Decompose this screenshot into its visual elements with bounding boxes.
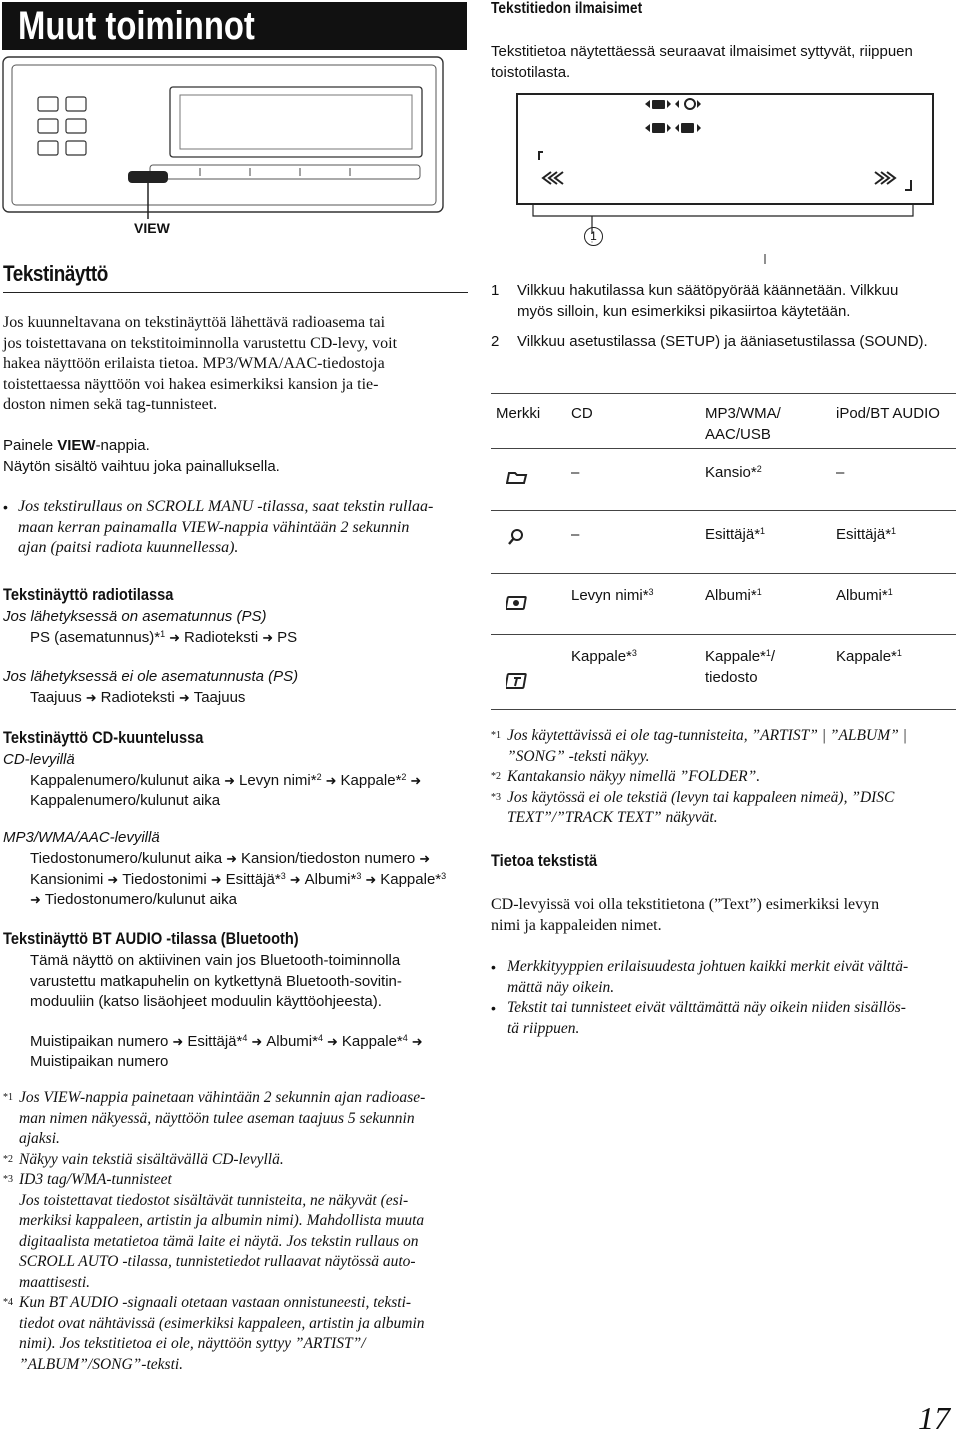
cell-sup: 1: [765, 648, 771, 658]
footnote-mark: *4: [3, 1297, 13, 1308]
cell-sup: 1: [760, 526, 766, 536]
row4-ipod: [836, 647, 902, 668]
cell-text: Albumi*: [836, 587, 888, 604]
seq-item: Muistipaikan numero: [30, 1033, 169, 1050]
indicator-note: [491, 332, 956, 353]
footnote-line: maattisesti.: [19, 1273, 91, 1291]
seq-item: Radioteksti: [184, 629, 259, 646]
cell-text: Albumi*: [705, 587, 757, 604]
arrow-icon: ➜: [30, 892, 41, 907]
para-line: jos toistettavana on tekstitoiminnolla varustettu CD-levy, voit: [3, 334, 398, 352]
knob-buttons: [38, 97, 86, 155]
bt-paragraph: [30, 951, 470, 1013]
heading-cd: Tekstinäyttö CD-kuuntelussa: [3, 728, 204, 747]
th-merkki: Merkki: [496, 405, 541, 422]
footnote-line: digitaalista metatietoa tämä laite ei näytä. Jos tekstin rullaus on: [19, 1232, 419, 1250]
press-suffix: -nappia.: [95, 437, 150, 454]
row4-cd: [571, 647, 637, 668]
indicator-notes: [491, 281, 956, 353]
seek-indicators: [539, 152, 911, 190]
indicators-intro: [491, 42, 956, 83]
arrow-icon: ➜: [410, 773, 422, 788]
radio-seq1: PS (asematunnus)*$^1$ ➜ Radioteksti ➜ PS: [30, 628, 297, 649]
seq-item: Tiedostonimi: [122, 871, 207, 888]
title-bar: [2, 2, 467, 50]
row1-cd: –: [571, 464, 580, 481]
arrow-icon: ➜: [172, 1034, 184, 1049]
cd-line4: Kansionimi ➜ Tiedostonimi ➜ Esittäjä*$^3$ ➜ Albumi*$^3$ ➜ Kappale*$^3$: [30, 870, 446, 891]
seq-item: Tiedostonumero/kulunut aika: [44, 891, 237, 908]
footnote-line: Jos käytössä ei ole tekstiä (levyn tai kappaleen nimeä), ”DISC: [507, 788, 895, 806]
tietoa-paragraph: [491, 895, 956, 936]
seq-item: Esittäjä*: [187, 1033, 243, 1050]
para-line: varustettu matkapuhelin on kytkettynä Bluetooth-sovitin-: [30, 972, 402, 990]
bullet-line: tä riippuen.: [507, 1019, 580, 1037]
press-prefix: Painele: [3, 437, 58, 454]
arrow-icon: ➜: [325, 773, 337, 788]
radio-sub2: Jos lähetyksessä ei ole asematunnusta (PS): [3, 668, 299, 685]
seq-item: Esittäjä*: [225, 871, 281, 888]
footnote-line: merkiksi kappaleen, artistin ja albumin nimi). Mahdollista muuta: [19, 1212, 425, 1229]
cell-sup: 1: [756, 587, 762, 597]
arrow-icon: ➜: [169, 630, 180, 645]
row3-ipod: [836, 586, 893, 607]
tietoa-bullet-2: [507, 998, 957, 1039]
cell-text: Kappale*: [836, 648, 897, 665]
seq-item: Levyn nimi*: [239, 772, 317, 789]
heading-tietoa: Tietoa tekstistä: [491, 851, 598, 870]
arrow-icon: ➜: [419, 851, 431, 866]
cell-sup: 3: [648, 587, 654, 597]
arrow-icon: ➜: [226, 851, 237, 866]
row2-ipod: [836, 525, 896, 546]
head-unit-illustration: [0, 55, 470, 245]
heading-indicators: Tekstitiedon ilmaisimet: [491, 0, 643, 17]
cell-sup: 2: [756, 464, 762, 474]
seq-item: Radioteksti: [100, 689, 175, 706]
footnote-mark: *2: [3, 1153, 13, 1165]
seq-item: Kappale*: [380, 871, 442, 888]
footnote: [491, 788, 956, 829]
bullet-dot: •: [3, 499, 8, 515]
intro-line: Tekstitietoa näytettäessä seuraavat ilmaisimet syttyvät, riippuen: [491, 43, 913, 60]
cell-sup: 1: [891, 526, 897, 536]
cell-text: Esittäjä*: [836, 526, 892, 543]
cell-text: Levyn nimi*: [571, 587, 649, 604]
cd-line3: [30, 849, 434, 870]
footnote-line: Näkyy vain tekstiä sisältävällä CD-levyllä.: [19, 1150, 284, 1168]
album-icon: [506, 596, 528, 610]
seq-item: Kappalenumero/kulunut aika: [30, 772, 221, 789]
cell-sup: 1: [887, 587, 893, 597]
seq-item: Kappale*: [341, 1033, 403, 1050]
footnote: [3, 1293, 468, 1375]
para-line: Jos kuunneltavana on tekstinäyttöä lähettävä radioasema tai: [3, 314, 386, 331]
row4-mp3: [705, 647, 775, 688]
indicator-display-diagram: [515, 92, 935, 264]
arrow-icon: ➜: [107, 872, 119, 887]
para-line: doston nimen sekä tag-tunnisteet.: [3, 396, 218, 413]
tekstinaytto-paragraph: [3, 313, 468, 416]
footnote: [3, 1088, 468, 1150]
view-label: VIEW: [134, 220, 170, 236]
seq-item: PS (asematunnus)*: [30, 629, 161, 646]
arrow-icon: ➜: [85, 690, 97, 705]
arrow-icon: ➜: [411, 1034, 423, 1049]
bullet-line: Merkkityyppien erilaisuudesta johtuen kaikki merkit eivät välttä-: [507, 958, 909, 975]
note-line: Vilkkuu hakutilassa kun säätöpyörää käännetään. Vilkkuu: [517, 282, 899, 299]
footnotes-left: [3, 1088, 468, 1375]
footnotes-right: [491, 726, 956, 829]
tietoa-bullet-1: [507, 957, 957, 998]
cell-text: Esittäjä*: [705, 526, 761, 543]
para-line: nimi ja kappaleiden nimet.: [491, 916, 662, 934]
indicator-note: [491, 281, 956, 322]
note-line: ajan (paitsi radiota kuunnellessa).: [18, 539, 239, 556]
para-line: Tämä näyttö on aktiivinen vain jos Bluetooth-toiminnolla: [30, 952, 401, 969]
intro-line: toistotilasta.: [491, 63, 571, 81]
footnote-line: man nimen näkyessä, näyttöön tulee aseman taajuus 5 sekunnin: [19, 1109, 415, 1127]
note-line: myös silloin, kun esimerkiksi pikasiirtoa käytetään.: [517, 302, 851, 320]
footnote-line: TEXT”/”TRACK TEXT” näkyvät.: [507, 809, 718, 826]
row1-ipod: –: [836, 464, 845, 481]
footnote-line: tiedot ovat nähtävissä (esimerkiksi kappaleen, artistin ja albumin: [19, 1314, 425, 1332]
cd-line2: Kappalenumero/kulunut aika: [30, 792, 221, 809]
footnote: [491, 767, 956, 788]
row3-mp3: [705, 586, 762, 607]
footnote-mark: *3: [3, 1174, 13, 1185]
cell-text: Kansio*: [705, 464, 757, 481]
footnote-line: SCROLL AUTO -tilassa, tunnistetiedot rullaavat näytössä auto-: [19, 1253, 416, 1270]
th-mp3-line2: AAC/USB: [705, 425, 771, 443]
para-line: moduuliin (katso lisäohjeet moduulin käyttöohjeesta).: [30, 993, 382, 1010]
seq-item: Taajuus: [193, 689, 246, 706]
footnote: [3, 1170, 468, 1293]
seq-item: PS: [277, 629, 298, 646]
cell-text: tiedosto: [705, 668, 758, 686]
indicator-table: [491, 393, 956, 711]
th-cd: CD: [571, 405, 593, 422]
row3-cd: [571, 586, 654, 607]
arrow-icon: ➜: [289, 872, 301, 887]
footnote-line: nimi). Jos tekstitietoa ei ole, näyttöön syttyy ”ARTIST”/: [19, 1335, 366, 1352]
th-mp3: [705, 404, 781, 445]
note-line: maan kerran painamalla VIEW-nappia vähintään 2 sekunnin: [18, 518, 410, 536]
row1-mp3: [705, 463, 762, 484]
bullet-dot: •: [491, 1000, 496, 1016]
footnote: [491, 726, 956, 767]
footnote-line: Jos toistettavat tiedostot sisältävät tunnisteita, ne näkyvät (esi-: [19, 1191, 409, 1209]
footnote-line: Jos käytettävissä ei ole tag-tunnisteita, ”ARTIST” | ”ALBUM” |: [507, 727, 907, 744]
th-mp3-line1: MP3/WMA/: [705, 405, 781, 422]
heading-tekstinaytto: Tekstinäyttö: [3, 261, 108, 286]
th-ipod: iPod/BT AUDIO: [836, 405, 940, 422]
footnote-line: Kantakansio näkyy nimellä ”FOLDER”.: [507, 768, 761, 785]
seq-item: Kansion/tiedoston numero: [240, 850, 416, 867]
row2-mp3: [705, 525, 765, 546]
press-view-instruction: [3, 436, 150, 457]
track-icon: [506, 673, 528, 689]
heading-bt: Tekstinäyttö BT AUDIO -tilassa (Bluetooth): [3, 929, 299, 948]
seq-item: Kappale*: [340, 772, 402, 789]
arrow-icon: ➜: [262, 630, 274, 645]
footnote-mark: *1: [3, 1092, 13, 1103]
footnote-line: ”ALBUM”/SONG”-teksti.: [19, 1355, 184, 1373]
footnote-line: ”SONG” -teksti näkyy.: [507, 747, 650, 765]
para-line: hakea näyttöön erilaista tietoa. MP3/WMA/AAC-tiedostoja: [3, 355, 385, 372]
bullet-dot: •: [491, 959, 496, 975]
seq-item: Albumi*: [266, 1033, 318, 1050]
seq-item: Kansionimi: [30, 871, 104, 888]
seq-item: Albumi*: [304, 871, 357, 888]
footnote-mark: *1: [491, 730, 501, 741]
scroll-note: [18, 497, 468, 559]
cell-sup: 1: [896, 648, 902, 658]
row2-cd: –: [571, 526, 580, 543]
seq-item: Tiedostonumero/kulunut aika: [30, 850, 223, 867]
cd-line1: Kappalenumero/kulunut aika ➜ Levyn nimi*$^2$ ➜ Kappale*$^2$ ➜: [30, 771, 425, 792]
folder-icon: [506, 471, 528, 485]
footnote-mark: *3: [491, 791, 501, 803]
heading-rule: [3, 292, 468, 293]
seq-item: Taajuus: [30, 689, 82, 706]
cell-text: Kappale*: [705, 648, 766, 665]
callout-number: 1: [590, 229, 597, 243]
arrow-icon: ➜: [326, 1034, 338, 1049]
cell-text: /: [770, 648, 776, 665]
page-number: 17: [918, 1400, 950, 1436]
arrow-icon: ➜: [178, 690, 190, 705]
arrow-icon: ➜: [365, 872, 377, 887]
arrow-icon: ➜: [224, 773, 236, 788]
indicator-icons: [645, 99, 701, 133]
footnote-line: Jos VIEW-nappia painetaan vähintään 2 sekunnin ajan radioase-: [19, 1089, 426, 1106]
arrow-icon: ➜: [251, 1034, 263, 1049]
footnote: [3, 1150, 468, 1171]
footnote-line: ajaksi.: [19, 1130, 60, 1147]
display-change-text: Näytön sisältö vaihtuu joka painalluksella.: [3, 458, 280, 475]
callout-marker: [584, 227, 603, 246]
footnote-line: ID3 tag/WMA-tunnisteet: [19, 1171, 172, 1188]
para-line: CD-levyissä voi olla tekstitietona (”Text”) esimerkiksi levyn: [491, 896, 880, 913]
note-number: 2: [491, 333, 500, 350]
bullet-line: mättä näy oikein.: [507, 978, 615, 996]
cd-line5: [30, 890, 237, 911]
page-title: Muut toiminnot: [18, 4, 255, 48]
para-line: toistettaessa näyttöön voi hakea esimerkiksi kansion ja tie-: [3, 375, 379, 393]
heading-radio: Tekstinäyttö radiotilassa: [3, 585, 174, 604]
arrow-icon: ➜: [210, 872, 222, 887]
view-key: VIEW: [57, 437, 96, 454]
note-line: Jos tekstirullaus on SCROLL MANU -tilassa, saat tekstin rullaa-: [18, 498, 434, 515]
bullet-line: Tekstit tai tunnisteet eivät välttämättä näy oikein niiden sisällös-: [507, 999, 906, 1016]
footnote-line: Kun BT AUDIO -signaali otetaan vastaan onnistuneesti, teksti-: [19, 1294, 412, 1311]
bt-seq-end: Muistipaikan numero: [30, 1053, 169, 1070]
radio-sub1: Jos lähetyksessä on asematunnus (PS): [3, 608, 267, 625]
artist-icon: [506, 528, 526, 546]
cd-sub2: MP3/WMA/AAC-levyillä: [3, 829, 160, 846]
radio-seq2: [30, 688, 245, 709]
cell-text: Kappale*: [571, 648, 632, 665]
footnote-mark: *2: [491, 771, 501, 782]
note-number: 1: [491, 282, 500, 299]
bt-seq: Muistipaikan numero ➜ Esittäjä*$^4$ ➜ Albumi*$^4$ ➜ Kappale*$^4$ ➜: [30, 1032, 427, 1053]
note-line: Vilkkuu asetustilassa (SETUP) ja ääniasetustilassa (SOUND).: [517, 333, 928, 350]
cd-sub1: CD-levyillä: [3, 751, 75, 768]
cell-sup: 3: [631, 648, 637, 658]
